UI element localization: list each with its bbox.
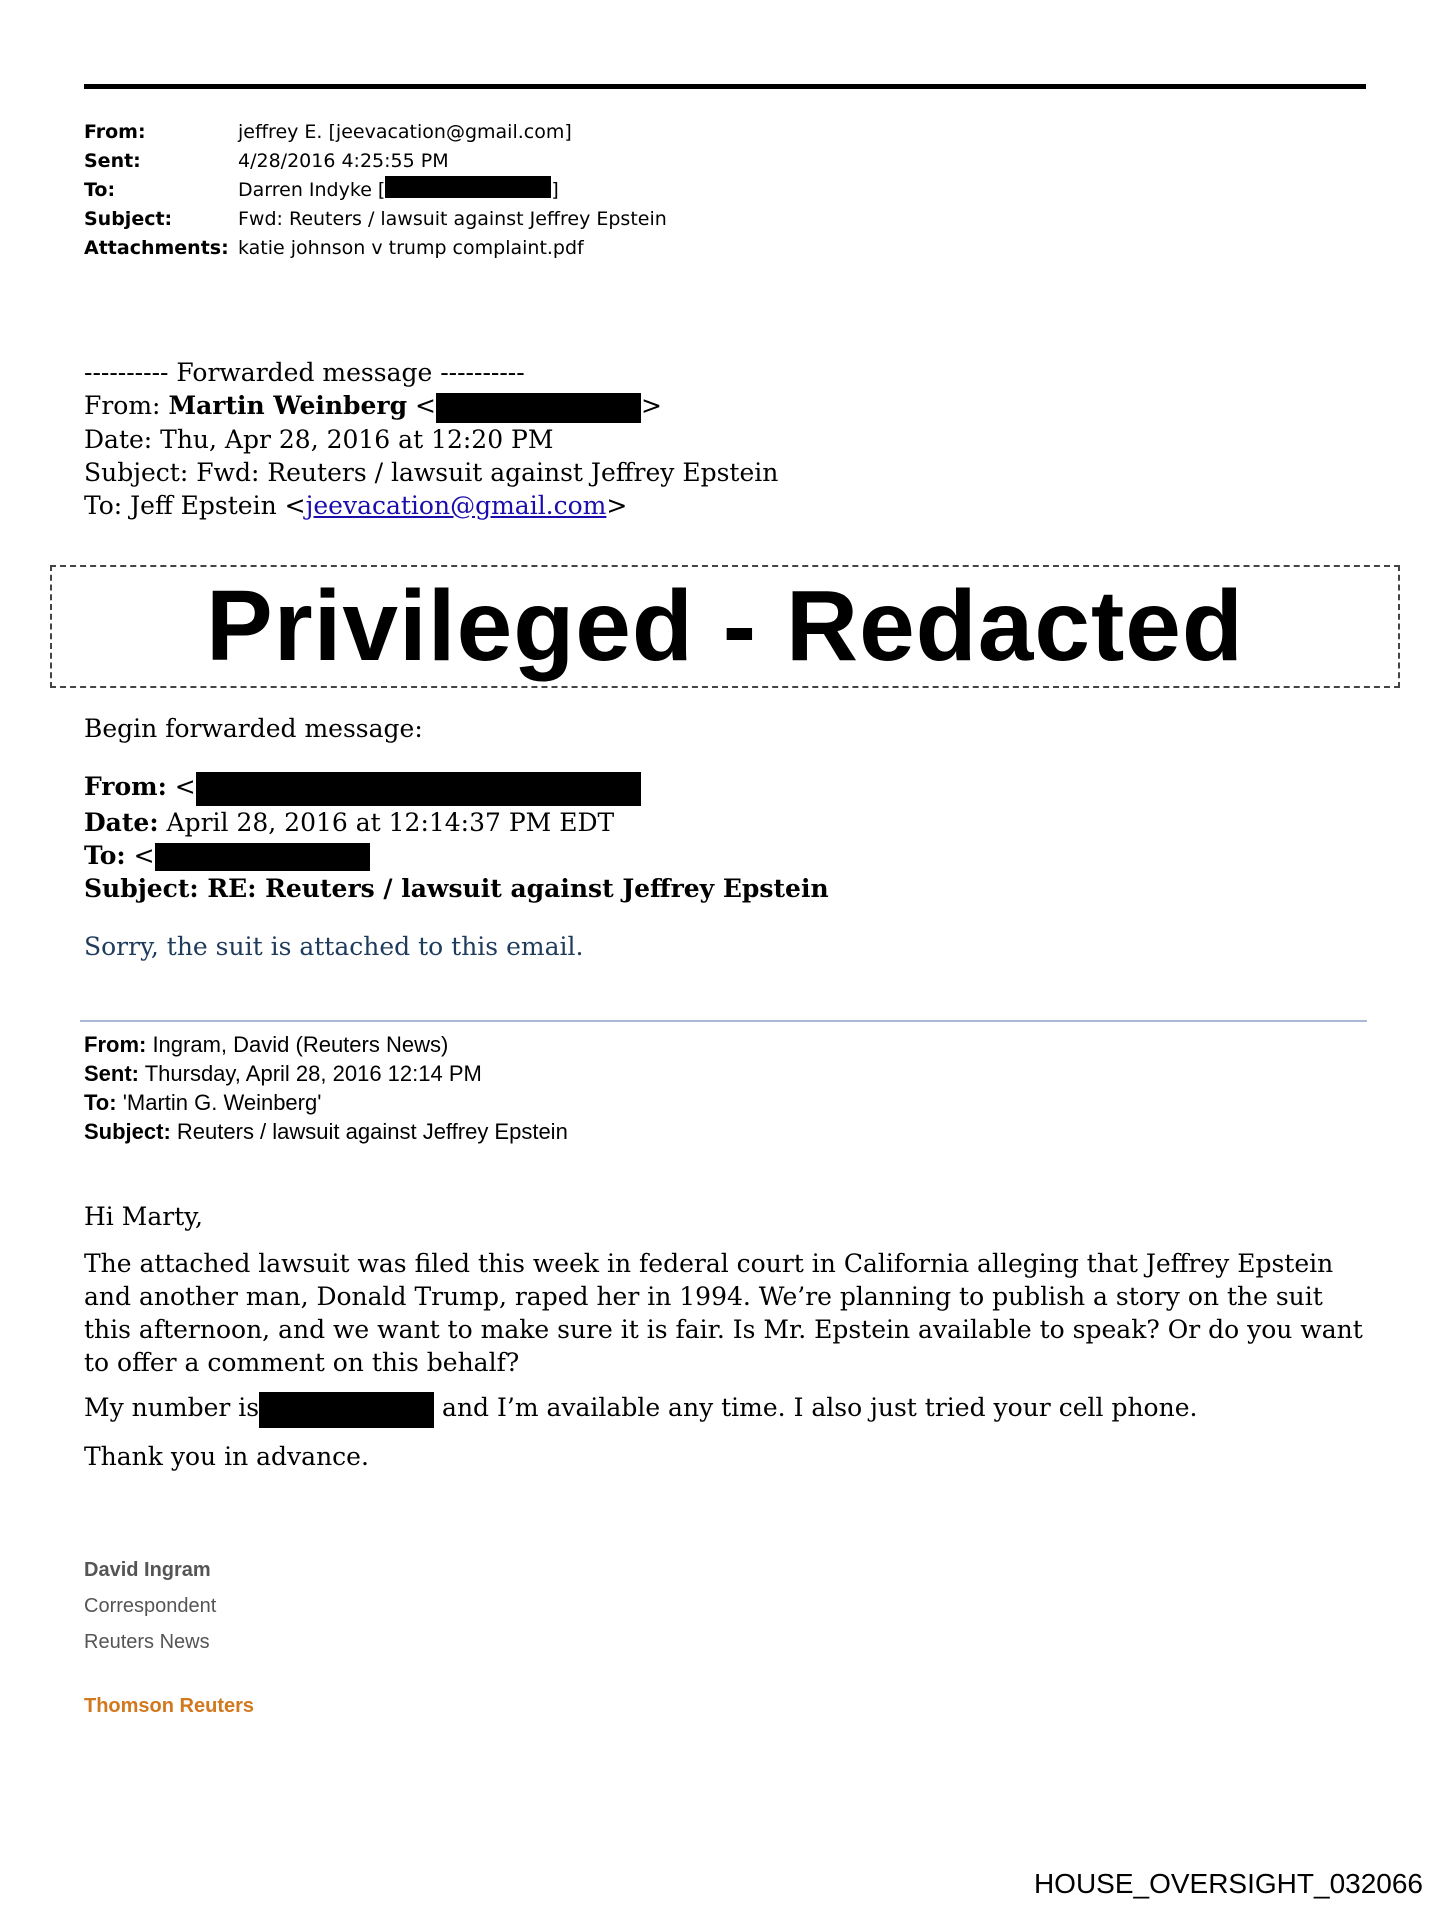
signature <box>84 1552 216 1660</box>
begin-forwarded-label: Begin forwarded message: <box>84 714 423 743</box>
separator-line <box>80 1020 1367 1022</box>
header-attachments-row <box>84 234 667 263</box>
sorry-line: Sorry, the suit is attached to this email. <box>84 932 584 961</box>
header-to-suffix: ] <box>551 179 559 201</box>
email-header <box>84 118 667 263</box>
forwarded-from-label: From: <box>84 391 169 420</box>
company-name: Thomson Reuters <box>84 1695 255 1717</box>
forwarded-to-close: > <box>606 490 628 520</box>
reuters-to-label: To: <box>84 1090 117 1115</box>
reuters-sent-value: Thursday, April 28, 2016 12:14 PM <box>139 1061 482 1086</box>
top-rule <box>84 84 1366 89</box>
forwarded-from-line <box>84 389 778 423</box>
header-attachments-value[interactable]: katie johnson v trump complaint.pdf <box>238 237 584 259</box>
inner-date-label: Date: <box>84 807 159 837</box>
forwarded-from-close: > <box>640 391 662 420</box>
header-sent-label: Sent: <box>84 150 141 172</box>
inner-from-label: From: <box>84 772 167 801</box>
signature-title: Correspondent <box>84 1595 217 1617</box>
reuters-from-label: From: <box>84 1032 147 1057</box>
reuters-header <box>84 1030 568 1146</box>
forwarded-to-label: To: Jeff Epstein < <box>84 490 306 520</box>
signature-name: David Ingram <box>84 1559 211 1581</box>
header-from-row <box>84 118 667 147</box>
forwarded-subject: Subject: Fwd: Reuters / lawsuit against Jeffrey Epstein <box>84 457 779 487</box>
header-to-value: Darren Indyke [ <box>238 179 386 201</box>
forwarded-from-name: Martin Weinberg <box>168 391 408 420</box>
number-prefix: My number is <box>84 1393 260 1422</box>
message-body <box>84 1200 1374 1485</box>
reuters-subject-value: Reuters / lawsuit against Jeffrey Epstein <box>170 1119 568 1144</box>
redaction-box <box>155 843 370 871</box>
header-subject-value: Fwd: Reuters / lawsuit against Jeffrey Epstein <box>238 208 667 230</box>
reuters-sent-line <box>84 1059 568 1088</box>
privileged-redacted-box <box>50 565 1400 688</box>
reuters-subject-label: Subject: <box>84 1119 171 1144</box>
thanks-line: Thank you in advance. <box>84 1441 369 1471</box>
header-to-label: To: <box>84 179 116 201</box>
inner-subject-line <box>84 872 829 905</box>
inner-date-value: April 28, 2016 at 12:14:37 PM EDT <box>158 807 615 837</box>
header-sent-value: 4/28/2016 4:25:55 PM <box>238 150 449 172</box>
reuters-subject-line <box>84 1117 568 1146</box>
reuters-to-value: 'Martin G. Weinberg' <box>116 1090 322 1115</box>
forwarded-to-email-link[interactable]: jeevacation@gmail.com <box>305 490 607 520</box>
privileged-redacted-text: Privileged - Redacted <box>206 570 1244 682</box>
inner-subject: Subject: RE: Reuters / lawsuit against Jeffrey Epstein <box>84 873 829 903</box>
inner-from-line <box>84 770 829 806</box>
body-paragraph: The attached lawsuit was filed this week in federal court in California alleging that Jeffrey Epstein and another man, Donald Trump, raped her in 1994. We’re planning to publish a story on the suit this afternoon, and we want to make sure it is fair. Is Mr. Epstein available to speak? Or do you want to offer a comment on this behalf? <box>84 1249 1363 1377</box>
header-subject-row <box>84 205 667 234</box>
reuters-sent-label: Sent: <box>84 1061 139 1086</box>
reuters-from-value: Ingram, David (Reuters News) <box>146 1032 449 1057</box>
inner-from-open: < <box>166 772 196 801</box>
inner-to-open: < <box>125 840 155 870</box>
number-line <box>84 1391 1374 1428</box>
header-to-row <box>84 176 667 205</box>
redaction-box <box>436 393 641 423</box>
signature-org: Reuters News <box>84 1631 210 1653</box>
forwarded-date: Date: Thu, Apr 28, 2016 at 12:20 PM <box>84 424 554 454</box>
forwarded-to-line <box>84 489 778 522</box>
forwarded-from-open: < <box>407 391 436 420</box>
reuters-to-line <box>84 1088 568 1117</box>
inner-header <box>84 770 829 905</box>
redaction-box <box>196 772 641 806</box>
header-sent-row <box>84 147 667 176</box>
number-suffix: and I’m available any time. I also just tried your cell phone. <box>434 1393 1198 1422</box>
document-id: HOUSE_OVERSIGHT_032066 <box>1033 1868 1423 1899</box>
redaction-box <box>385 176 551 198</box>
inner-date-line <box>84 806 829 839</box>
forwarded-divider: ---------- Forwarded message ---------- <box>84 358 525 387</box>
forwarded-block <box>84 356 778 522</box>
inner-to-line <box>84 839 829 872</box>
reuters-from-line <box>84 1030 568 1059</box>
inner-to-label: To: <box>84 840 126 870</box>
header-from-label: From: <box>84 121 146 143</box>
header-subject-label: Subject: <box>84 208 173 230</box>
redaction-box <box>259 1392 434 1428</box>
greeting: Hi Marty, <box>84 1202 203 1231</box>
header-attachments-label: Attachments: <box>84 237 229 259</box>
header-from-value: jeffrey E. [jeevacation@gmail.com] <box>238 121 572 143</box>
